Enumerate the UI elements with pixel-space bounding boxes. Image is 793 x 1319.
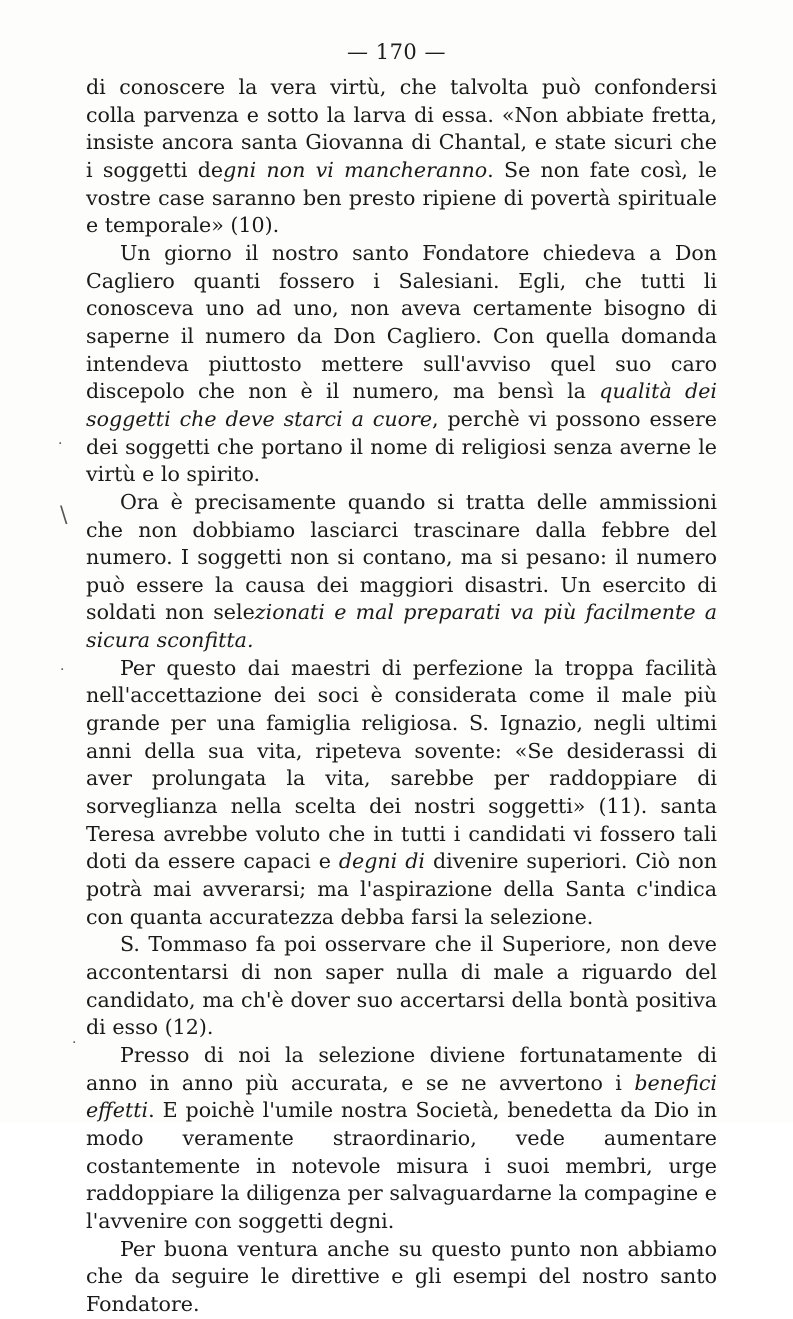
margin-pencil-mark: \ xyxy=(60,503,68,528)
page-body-text xyxy=(86,74,717,1319)
text-run: S. Tommaso fa poi osservare che il Superiore, non deve accontentarsi di non saper nulla di male a riguardo del candidato, ma ch'è dover suo accertarsi della bontà positiva di esso (12). xyxy=(86,932,717,1040)
text-run: . E poichè l'umile nostra Società, benedetta da Dio in modo veramente straordinario, vede aumentare costantemente in notevole misura i suoi membri, urge raddoppiare la diligenza per salvaguardarne la compagine e l'avvenire con soggetti degni. xyxy=(86,1098,717,1233)
paragraph xyxy=(86,240,717,489)
text-run: , perchè vi possono essere dei soggetti che portano il nome di religiosi senza averne le virtù e lo spirito. xyxy=(86,406,717,487)
paragraph xyxy=(86,1042,717,1236)
italic-text-run: benefici effetti xyxy=(86,1070,717,1123)
paragraph xyxy=(86,655,717,932)
text-run: di conoscere la vera virtù, che talvolta può confondersi colla parvenza e sotto la larva di essa. «Non abbiate fretta, insiste ancora santa Giovanna di Chantal, e state sicuri che i soggetti de xyxy=(86,75,717,182)
margin-speck: · xyxy=(60,662,65,678)
paragraph xyxy=(86,489,717,655)
page-number: — 170 — xyxy=(347,40,446,64)
text-run: Un giorno il nostro santo Fondatore chiedeva a Don Cagliero quanti fossero i Salesiani. Egli, che tutti li conosceva uno ad uno, non aveva certamente bisogno di saperne il numero da Don Cagliero. Con quella domanda intendeva piuttosto mettere sull'avviso quel suo caro discepolo che non è il numero, ma bensì la xyxy=(86,240,717,404)
italic-text-run: qualità dei soggetti che deve starci a cuore xyxy=(86,379,717,431)
text-run: Ora è precisamente quando si tratta delle ammissioni che non dobbiamo lasciarci trascinare dalla febbre del numero. I soggetti non si contano, ma si pesano: il numero può essere la causa dei maggiori disastri. Un esercito di soldati non sele xyxy=(86,489,717,625)
paragraph xyxy=(86,1236,717,1319)
paragraph xyxy=(86,931,717,1042)
margin-speck: · xyxy=(58,436,63,452)
text-run: . Se non fate così, le vostre case saranno ben presto ripiene di povertà spirituale e temporale» (10). xyxy=(86,157,717,238)
margin-speck: · xyxy=(72,1035,77,1051)
italic-text-run: gni non vi mancheranno xyxy=(223,157,488,182)
italic-text-run: degni di xyxy=(338,849,425,874)
text-run: Per buona ventura anche su questo punto non abbiamo che da seguire le direttive e gli esempi del nostro santo Fondatore. xyxy=(86,1236,717,1316)
text-run: Per questo dai maestri di perfezione la troppa facilità nell'accettazione dei soci è considerata come il male più grande per una famiglia religiosa. S. Ignazio, negli ultimi anni della sua vita, ripeteva sovente: «Se desiderassi di aver prolungata la vita, sarebbe per raddoppiare di sorveglianza nella scelta dei nostri soggetti» (11). santa Teresa avrebbe voluto che in tutti i candidati vi fossero tali doti da essere capaci e xyxy=(86,655,717,874)
paragraph xyxy=(86,74,717,240)
italic-text-run: zionati e mal preparati va più facilmente a sicura sconfitta. xyxy=(86,600,717,653)
text-run: Presso di noi la selezione diviene fortunatamente di anno in anno più accurata, e se ne avvertono i xyxy=(86,1042,717,1095)
text-run: divenire superiori. Ciò non potrà mai avverarsi; ma l'aspirazione della Santa c'indica con quanta accuratezza debba farsi la selezione. xyxy=(86,849,717,929)
